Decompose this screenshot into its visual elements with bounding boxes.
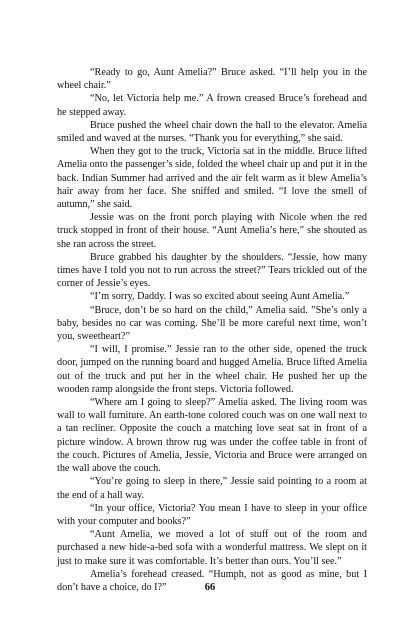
paragraph: “Bruce, don’t be so hard on the child,” Amelia said. ”She’s only a baby, besides no car was coming. She’ll be more careful next time, won’t you, sweetheart?” (57, 304, 367, 343)
paragraph: “Ready to go, Aunt Amelia?” Bruce asked. “I’ll help you in the wheel chair.” (57, 67, 367, 92)
paragraph: “You’re going to sleep in there,” Jessie said pointing to a room at the end of a hall way. (57, 476, 367, 501)
paragraph: Bruce pushed the wheel chair down the hall to the elevator. Amelia smiled and waved at the nurses. “Thank you for everything,” she said. (57, 119, 367, 145)
paragraph: When they got to the truck, Victoria sat in the middle. Bruce lifted Amelia onto the passenger’s side, folded the wheel chair up and put it in the back. Indian Summer had arrived and the air felt warm as it blew Amelia’s hair away from her face. She sniffed and smiled. “I love the smell of autumn,” she said. (57, 146, 367, 211)
paragraph: Jessie was on the front porch playing with Nicole when the red truck stopped in front of their house. “Aunt Amelia’s here,” she shouted as she ran across the street. (57, 212, 367, 250)
paragraph: Amelia’s forehead creased. “Humph, not as good as mine, but I don’t have a choice, do I?” (57, 568, 367, 593)
page-number: 66 (204, 582, 216, 593)
paragraph: “I’m sorry, Daddy. I was so excited about seeing Aunt Amelia.” (90, 291, 350, 303)
paragraph: “No, let Victoria help me.” A frown creased Bruce’s forehead and he stepped away. (57, 93, 367, 118)
paragraph: “Where am I going to sleep?” Amelia asked. The living room was wall to wall furniture. An earth-tone colored couch was on one wall next to a tan recliner. Opposite the couch a matching love seat sat in front of a picture window. A brown throw rug was under the coffee table in front of the couch. Pictures of Amelia, Jessie, Victoria and Bruce were arranged on the wall above the couch. (57, 397, 367, 475)
paragraph: Bruce grabbed his daughter by the shoulders. “Jessie, how many times have I told you not to run across the street?” Tears trickled out of the corner of Jessie’s eyes. (57, 251, 367, 290)
paragraph: “I will, I promise.” Jessie ran to the other side, opened the truck door, jumped on the running board and hugged Amelia. Bruce lifted Amelia out of the truck and put her in the wheel chair. He pushed her up the wooden ramp alongside the front steps. Victoria followed. (57, 344, 367, 395)
paragraph: “Aunt Amelia, we moved a lot of stuff out of the room and purchased a new hide-a-bed sofa with a wonderful mattress. We slept on it just to make sure it was comfortable. It’s better than ours. You’ll see.” (57, 529, 367, 567)
paragraph: “In your office, Victoria? You mean I have to sleep in your office with your computer and books?” (57, 502, 367, 527)
page-body (57, 66, 367, 594)
